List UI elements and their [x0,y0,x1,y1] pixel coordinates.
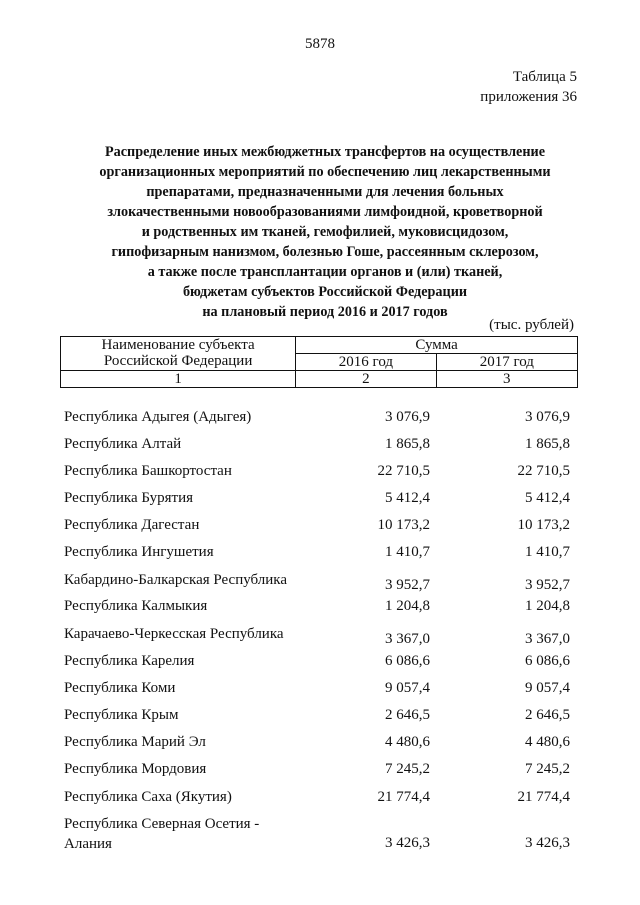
header-col-number-1: 1 [61,371,296,388]
document-title [60,142,590,322]
table-row [0,597,640,615]
table-row [0,543,640,561]
row-subject-name: Карачаево-Черкесская Республика [64,626,284,642]
row-value-2016: 5 412,4 [385,490,430,506]
row-value-2016: 3 952,7 [385,577,430,593]
table-row [0,435,640,453]
title-line: гипофизарным нанизмом, болезнью Гоше, рассеянным склерозом, [111,244,539,260]
row-value-2017: 1 410,7 [525,544,570,560]
row-subject-name-line2: Алания [64,836,112,852]
header-subject-name [61,337,296,371]
header-subject-line2: Российской Федерации [103,353,253,369]
title-line: и родственных им тканей, гемофилией, муковисцидозом, [141,224,509,240]
table-row [0,462,640,480]
row-subject-name: Республика Калмыкия [64,598,208,614]
table-header [60,336,578,388]
table-row [0,814,640,852]
row-value-2016: 7 245,2 [385,761,430,777]
row-value-2016: 2 646,5 [385,707,430,723]
row-value-2017: 3 952,7 [525,577,570,593]
row-value-2017: 1 865,8 [525,436,570,452]
table-row [0,652,640,670]
title-line: Распределение иных межбюджетных трансфертов на осуществление [104,144,545,160]
row-subject-name: Республика Коми [64,680,176,696]
table-row [0,625,640,647]
row-subject-name: Республика Мордовия [64,761,207,777]
header-year-2016: 2016 год [296,354,436,371]
page-number: 5878 [305,36,335,52]
row-subject-name: Республика Бурятия [64,490,194,506]
row-value-2016: 3 367,0 [385,631,430,647]
title-line: злокачественными новообразованиями лимфоидной, кроветворной [107,204,543,220]
table-reference-line1: Таблица 5 [512,69,577,85]
row-value-2017: 21 774,4 [517,789,570,805]
table-reference [480,67,577,107]
row-subject-name: Республика Дагестан [64,517,200,533]
header-sum: Сумма [296,337,578,354]
row-value-2017: 1 204,8 [525,598,570,614]
row-value-2017: 7 245,2 [525,761,570,777]
row-value-2017: 5 412,4 [525,490,570,506]
row-subject-name: Республика Алтай [64,436,182,452]
row-subject-name: Республика Саха (Якутия) [64,789,232,805]
row-value-2016: 21 774,4 [377,789,430,805]
row-value-2017: 9 057,4 [525,680,570,696]
title-line: организационных мероприятий по обеспечению лиц лекарственными [99,164,551,180]
header-year-2017: 2017 год [436,354,577,371]
row-subject-name: Кабардино-Балкарская Республика [64,572,288,588]
table-row [0,760,640,778]
row-subject-name: Республика Ингушетия [64,544,214,560]
table-row [0,516,640,534]
title-line: а также после трансплантации органов и (или) тканей, [147,264,503,280]
table-row [0,408,640,426]
table-row [0,706,640,724]
header-subject-line1: Наименование субъекта [101,337,255,353]
row-value-2016: 4 480,6 [385,734,430,750]
row-value-2017: 3 076,9 [525,409,570,425]
header-col-number-2: 2 [296,371,436,388]
table-row [0,733,640,751]
table-row [0,571,640,593]
table-row [0,489,640,507]
row-value-2016: 1 204,8 [385,598,430,614]
row-value-2016: 1 865,8 [385,436,430,452]
title-line: препаратами, предназначенными для лечения больных [146,184,504,200]
row-value-2016: 10 173,2 [377,517,430,533]
table-row [0,679,640,697]
row-value-2016: 22 710,5 [377,463,430,479]
row-subject-name: Республика Башкортостан [64,463,232,479]
row-subject-name: Республика Карелия [64,653,195,669]
row-value-2017: 22 710,5 [517,463,570,479]
row-value-2017: 3 426,3 [525,835,570,851]
row-value-2016: 3 076,9 [385,409,430,425]
row-value-2017: 6 086,6 [525,653,570,669]
units-label: (тыс. рублей) [489,317,574,333]
row-value-2016: 6 086,6 [385,653,430,669]
row-value-2016: 1 410,7 [385,544,430,560]
table-reference-line2: приложения 36 [480,89,577,105]
header-col-number-3: 3 [436,371,577,388]
title-line: бюджетам субъектов Российской Федерации [182,284,468,300]
row-value-2017: 3 367,0 [525,631,570,647]
row-value-2017: 2 646,5 [525,707,570,723]
row-value-2017: 4 480,6 [525,734,570,750]
row-value-2016: 3 426,3 [385,835,430,851]
table-row [0,788,640,806]
row-value-2017: 10 173,2 [517,517,570,533]
row-subject-name: Республика Адыгея (Адыгея) [64,409,252,425]
row-subject-name-line1: Республика Северная Осетия - [64,816,260,832]
row-value-2016: 9 057,4 [385,680,430,696]
row-subject-name: Республика Крым [64,707,179,723]
row-subject-name: Республика Марий Эл [64,734,206,750]
title-line: на плановый период 2016 и 2017 годов [202,304,448,320]
row-subject-name [64,814,259,854]
